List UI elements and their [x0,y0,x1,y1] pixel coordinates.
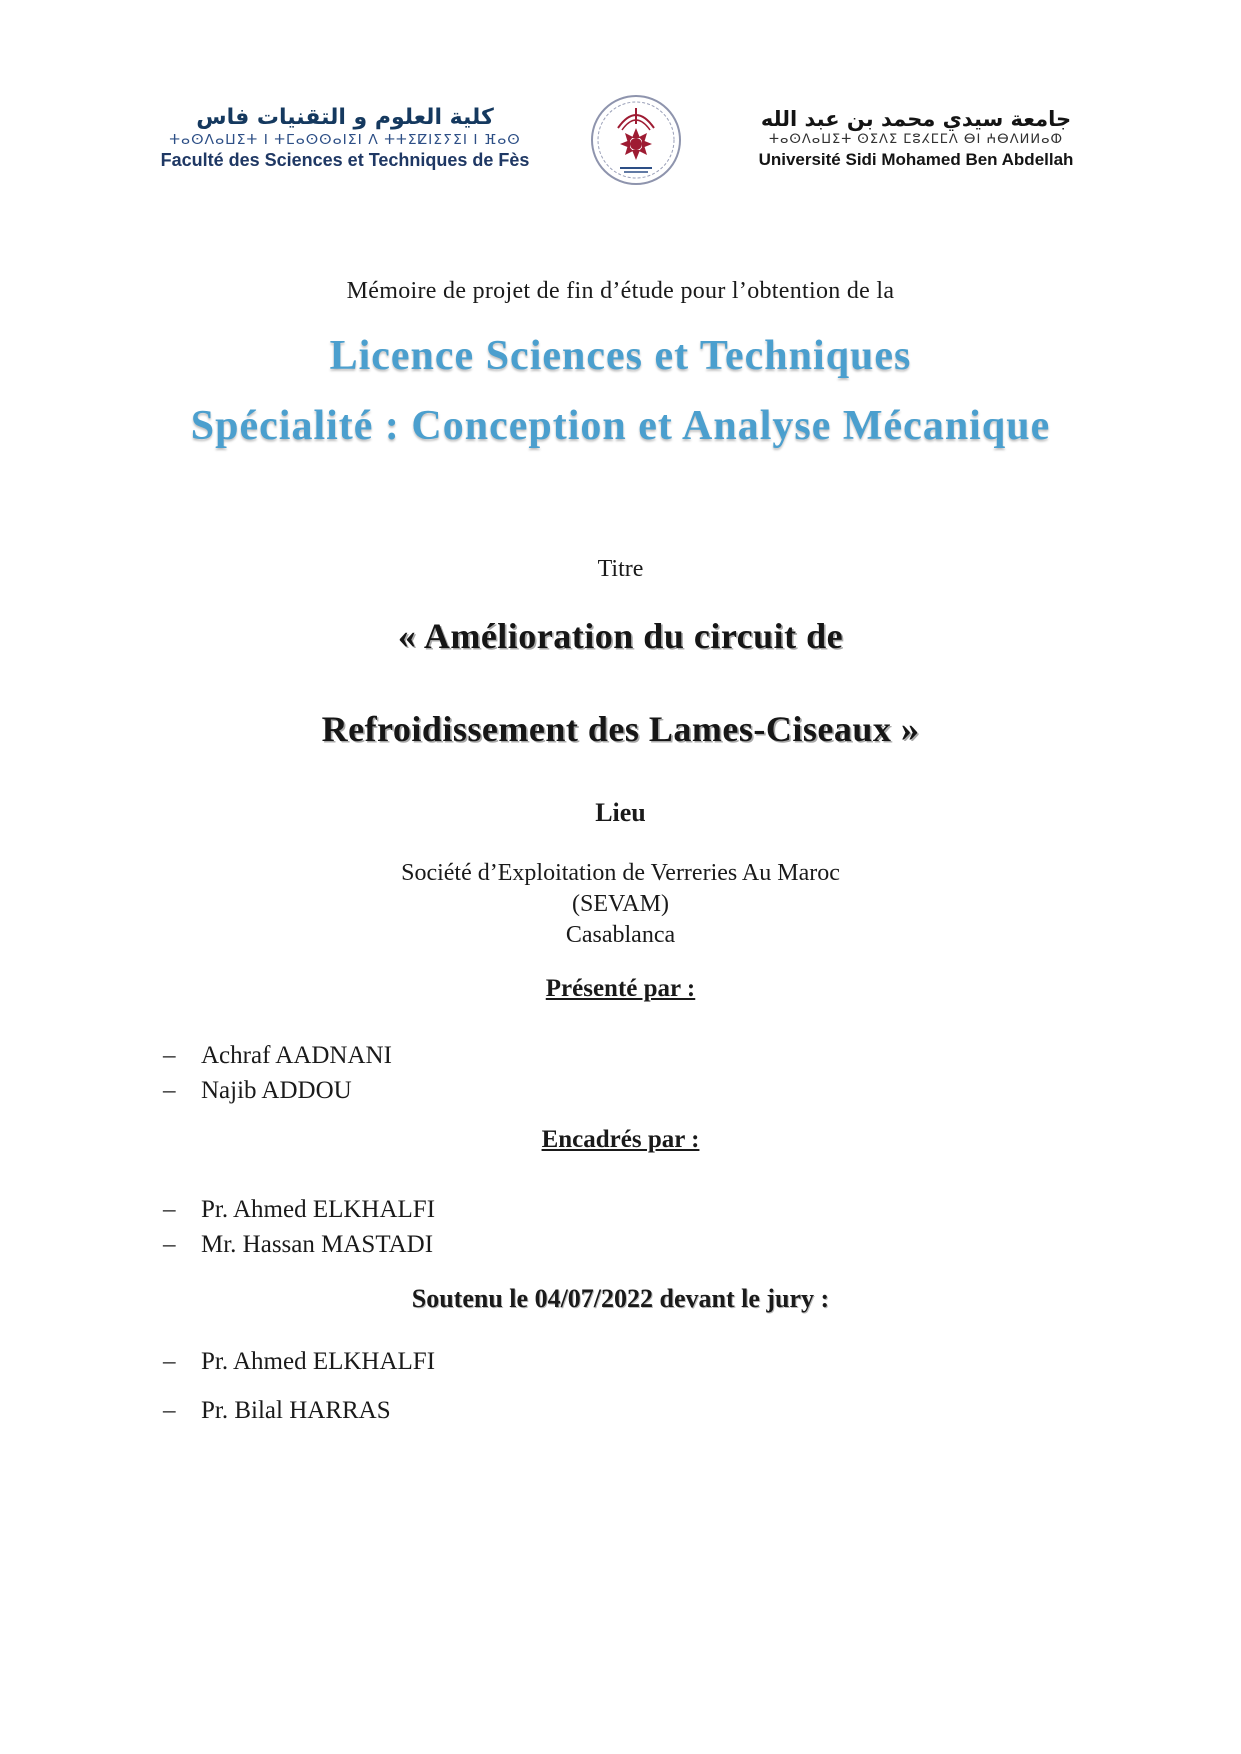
titre-label: Titre [597,556,644,582]
page-header [150,78,1101,198]
university-block [731,106,1101,170]
list-item [163,1231,435,1259]
list-item [163,1042,392,1070]
university-seal-logo [590,78,682,198]
author-name: Najib ADDOU [201,1077,352,1104]
author-name: Achraf AADNANI [201,1042,392,1069]
location-acronym: (SEVAM) [572,891,669,917]
list-item [163,1348,435,1376]
location-block [0,858,1241,951]
faculty-name-arabic: كلية العلوم و التقنيات فاس [196,105,494,131]
dash-bullet: – [163,1348,176,1375]
thesis-title-line1: « Amélioration du circuit de [397,616,844,656]
university-name-french: Université Sidi Mohamed Ben Abdellah [758,149,1074,169]
faculty-name-tifinagh: ⵜⴰⵙⴷⴰⵡⵉⵜ ⵏ ⵜⵎⴰⵙⵙⴰⵏⵉⵏ ⴷ ⵜⵜⵉⵇⵏⵉⵢⵉⵏ ⵏ ⴼⴰⵙ [169,131,521,148]
supervisors-list [163,1196,435,1266]
supervisor-name: Mr. Hassan MASTADI [201,1231,434,1258]
location-company: Société d’Exploitation de Verreries Au Maroc [401,860,840,886]
memoire-intro-line: Mémoire de projet de fin d’étude pour l’obtention de la [346,278,895,304]
faculty-name-french: Faculté des Sciences et Techniques de Fès [160,150,530,171]
thesis-title-line2: Refroidissement des Lames-Ciseaux » [321,709,920,749]
faculty-block [150,104,540,172]
lieu-label: Lieu [595,798,646,827]
degree-title-line1: Licence Sciences et Techniques [329,333,912,379]
list-item [163,1077,392,1105]
presented-by-label: Présenté par : [545,975,696,1002]
supervisor-name: Pr. Ahmed ELKHALFI [201,1196,436,1223]
location-city: Casablanca [565,922,676,948]
supervised-by-label: Encadrés par : [541,1126,700,1153]
dash-bullet: – [163,1077,176,1104]
dash-bullet: – [163,1196,176,1223]
degree-title-line2: Spécialité : Conception et Analyse Mécanique [190,403,1051,449]
presented-by-list [163,1042,392,1112]
university-name-arabic: جامعة سيدي محمد بن عبد الله [760,107,1072,132]
jury-member-name: Pr. Ahmed ELKHALFI [201,1348,436,1375]
defense-date-label: Soutenu le 04/07/2022 devant le jury : [411,1284,830,1313]
jury-list [163,1348,435,1446]
list-item [163,1397,435,1425]
dash-bullet: – [163,1397,176,1424]
university-name-tifinagh: ⵜⴰⵙⴷⴰⵡⵉⵜ ⵙⵉⴷⵉ ⵎⵓⵃⵎⵎⴷ ⴱⵏ ⵄⴱⴷⵍⵍⴰⵀ [768,132,1064,148]
list-item [163,1196,435,1224]
jury-member-name: Pr. Bilal HARRAS [201,1397,391,1424]
dash-bullet: – [163,1042,176,1069]
dash-bullet: – [163,1231,176,1258]
